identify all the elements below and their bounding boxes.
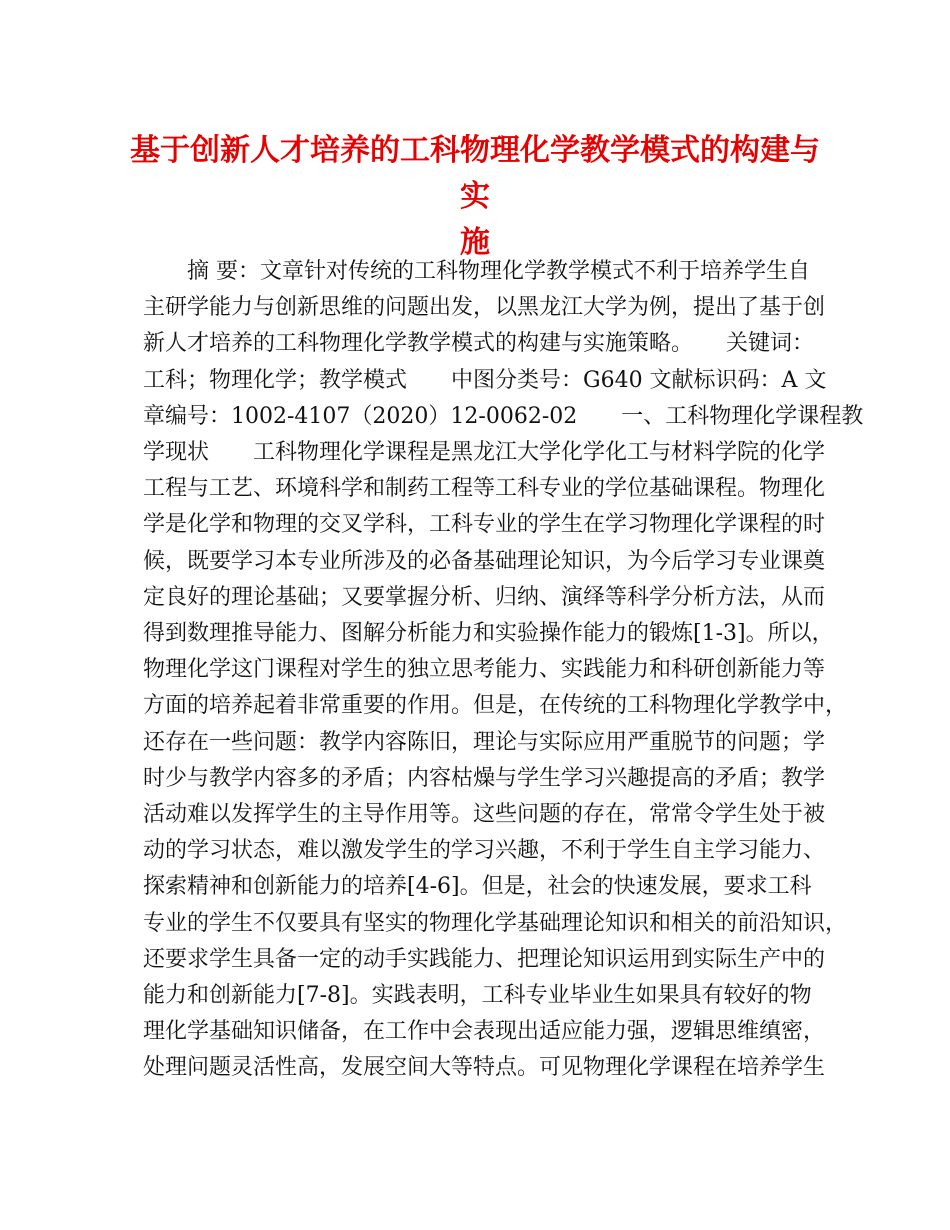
body-line-14: 还存在一些问题：教学内容陈旧，理论与实际应用严重脱节的问题；学 bbox=[143, 729, 826, 755]
body-line-1: 摘 要：文章针对传统的工科物理化学教学模式不利于培养学生自 bbox=[187, 259, 810, 284]
body-line-13: 方面的培养起着非常重要的作用。但是，在传统的工科物理化学教学中， bbox=[143, 693, 848, 719]
body-paragraph bbox=[143, 254, 864, 1087]
body-line-23: 处理问题灵活性高，发展空间大等特点。可见物理化学课程在培养学生 bbox=[143, 1055, 826, 1081]
body-line-10: 定良好的理论基础；又要掌握分析、归纳、演绎等科学分析方法，从而 bbox=[143, 584, 826, 610]
body-line-8: 学是化学和物理的交叉学科，工科专业的学生在学习物理化学课程的时 bbox=[143, 512, 826, 538]
body-line-9: 候，既要学习本专业所涉及的必备基础理论知识，为今后学习专业课奠 bbox=[143, 548, 826, 574]
body-line-16: 活动难以发挥学生的主导作用等。这些问题的存在，常常令学生处于被 bbox=[143, 802, 826, 828]
body-line-17: 动的学习状态，难以激发学生的学习兴趣，不利于学生自主学习能力、 bbox=[143, 838, 826, 864]
body-line-12: 物理化学这门课程对学生的独立思考能力、实践能力和科研创新能力等 bbox=[143, 657, 826, 683]
body-line-4: 工科；物理化学；教学模式 中图分类号：G640 文献标识码：A 文 bbox=[143, 367, 827, 393]
body-line-6: 学现状 工科物理化学课程是黑龙江大学化学化工与材料学院的化学 bbox=[143, 440, 826, 466]
title-line-1: 基于创新人才培养的工科物理化学教学模式的构建与实 bbox=[130, 133, 820, 214]
body-line-18: 探索精神和创新能力的培养[4-6]。但是，社会的快速发展，要求工科 bbox=[143, 874, 812, 900]
body-line-19: 专业的学生不仅要具有坚实的物理化学基础理论知识和相关的前沿知识， bbox=[143, 910, 848, 936]
body-line-3: 新人才培养的工科物理化学教学模式的构建与实施策略。 关键词： bbox=[143, 331, 815, 357]
body-line-5: 章编号：1002-4107（2020）12-0062-02 一、工科物理化学课程教 bbox=[143, 403, 864, 429]
body-line-20: 还要求学生具备一定的动手实践能力、把理论知识运用到实际生产中的 bbox=[143, 946, 826, 972]
body-line-11: 得到数理推导能力、图解分析能力和实验操作能力的锻炼[1-3]。所以， bbox=[143, 621, 834, 647]
body-line-15: 时少与教学内容多的矛盾；内容枯燥与学生学习兴趣提高的矛盾；教学 bbox=[143, 765, 826, 791]
title-line-2: 施 bbox=[460, 225, 490, 260]
body-line-21: 能力和创新能力[7-8]。实践表明，工科专业毕业生如果具有较好的物 bbox=[143, 983, 812, 1009]
body-line-2: 主研学能力与创新思维的问题出发，以黑龙江大学为例，提出了基于创 bbox=[143, 295, 826, 321]
body-line-22: 理化学基础知识储备，在工作中会表现出适应能力强，逻辑思维缜密， bbox=[143, 1019, 826, 1045]
document-title bbox=[130, 128, 820, 266]
body-line-7: 工程与工艺、环境科学和制药工程等工科专业的学位基础课程。物理化 bbox=[143, 476, 826, 502]
